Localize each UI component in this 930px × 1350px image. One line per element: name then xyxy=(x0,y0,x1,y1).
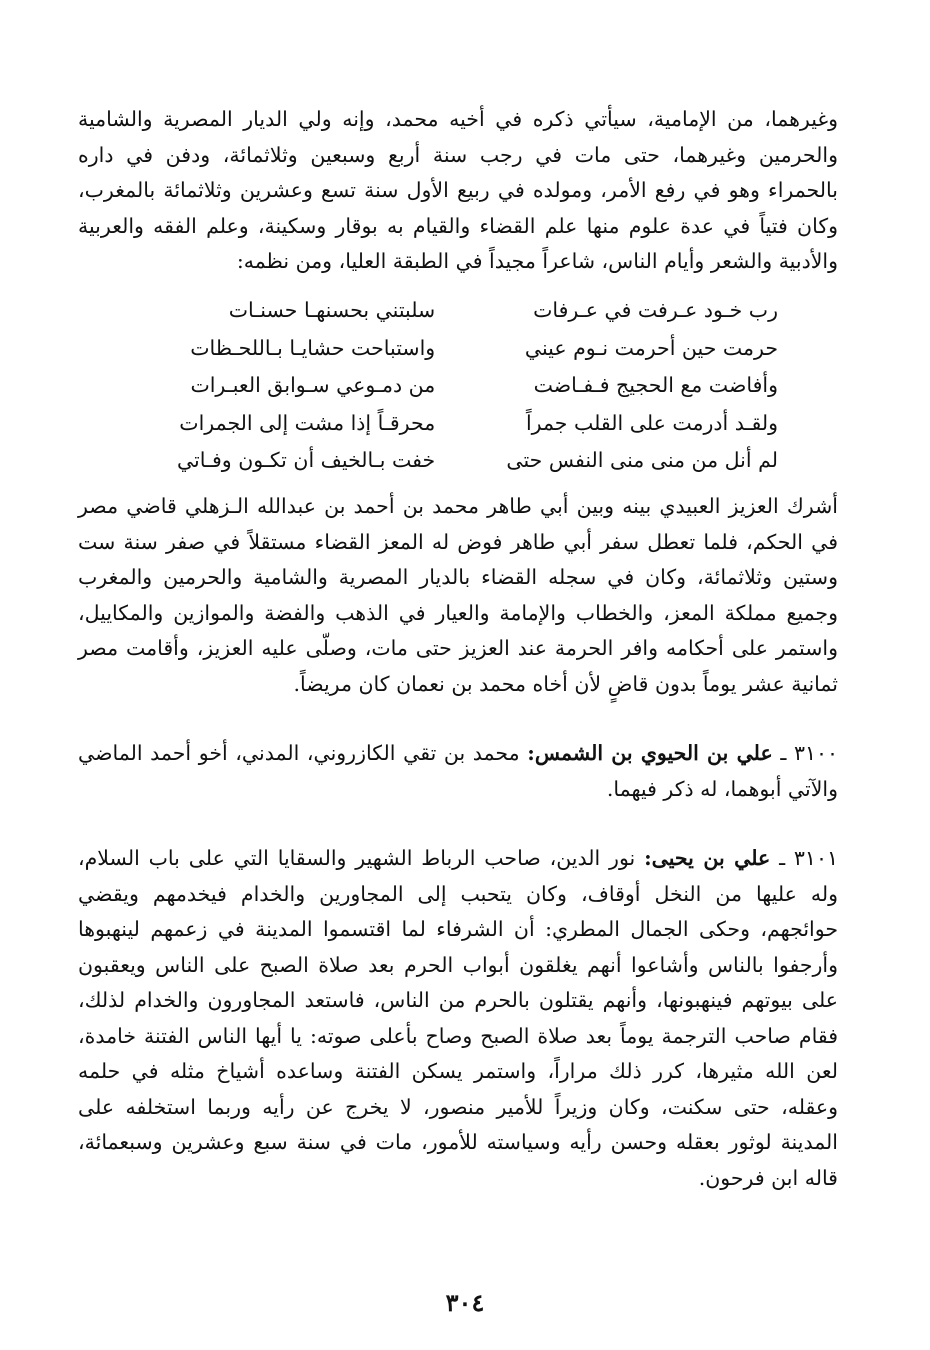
verse-first-hemistich: لم أنل من منى منى النفس حتى xyxy=(506,448,778,473)
poem-verse xyxy=(138,292,778,330)
verse-second-hemistich: محرقـاً إذا مشت إلى الجمرات xyxy=(179,410,436,435)
verse-first-hemistich: ولقـد أدرمت على القلب جمراً xyxy=(525,410,778,435)
entry-text: محمد بن تقي الكازروني، المدني، أخو أحمد الماضي والآتي أبوهما، له ذكر فيهما. xyxy=(78,741,838,801)
verse-first-hemistich: حرمت حين أحرمت نـوم عيني xyxy=(524,335,778,360)
after-poem-paragraph: أشرك العزيز العبيدي بينه وبين أبي طاهر محمد بن أحمد بن عبدالله الـزهلي قاضي مصر في الحكم، فلما تعطل سفر أبي طاهر فوض له المعز القضاء مستقلاً في صفر سنة ست وستين وثلاثمائة، وكان في سجله القضاء بالديار المصرية والشامية والحرمين والمغرب وجميع مملكة المعز، والخطاب والإمامة والعيار في الذهب والفضة والموازين والمكاييل، واستمر على أحكامه وافر الحرمة عند العزيز حتى مات، وصلّى عليه العزيز، وأقامت مصر ثمانية عشر يوماً بدون قاضٍ لأن أخاه محمد بن نعمان كان مريضاً. xyxy=(78,494,838,696)
entry-3101 xyxy=(78,841,838,1196)
entry-name: علي بن الحيوي بن الشمس: xyxy=(527,741,773,765)
poem-verse xyxy=(138,329,778,367)
verse-second-hemistich: خفت بـالخيف أن تكـون وفـاتي xyxy=(176,448,436,473)
verse-second-hemistich: من دمـوعي سـوابق العبـرات xyxy=(190,373,436,398)
intro-paragraph: وغيرهما، من الإمامية، سيأتي ذكره في أخيه محمد، وإنه ولي الديار المصرية والشامية والحرمين وغيرهما، حتى مات في رجب سنة أربع وسبعين وثلاثمائة، ودفن في داره بالحمراء وهو في رفع الأمر، ومولده في ربيع الأول سنة تسع وعشرين وثلاثمائة بالمغرب، وكان فتياً في عدة علوم منها علم القضاء والقيام به بوقار وسكينة، وعلم الفقه والعربية والأدبية والشعر وأيام الناس، شاعراً مجيداً في الطبقة العليا، ومن نظمه: xyxy=(78,107,838,273)
poem-verse xyxy=(138,367,778,405)
poem-verse xyxy=(138,404,778,442)
verse-second-hemistich: واستباحت حشايـا بـاللحـظات xyxy=(190,335,436,360)
verse-first-hemistich: وأفاضت مع الحجيج فـفـاضت xyxy=(533,373,778,398)
entry-number: ٣١٠١ ـ xyxy=(779,846,838,870)
verse-second-hemistich: سلبتني بحسنهـا حسنـات xyxy=(228,298,436,323)
poem xyxy=(78,292,838,480)
entry-3100 xyxy=(78,736,838,807)
page-number: ٣٠٤ xyxy=(445,1288,485,1317)
entry-number: ٣١٠٠ ـ xyxy=(780,741,838,765)
entry-name: علي بن يحيى: xyxy=(644,846,771,870)
entry-text: نور الدين، صاحب الرباط الشهير والسقايا التي على باب السلام، وله عليها من النخل أوقاف، وكان يتحبب إلى المجاورين والخدام فيخدمهم ويقضي حوائجهم، وحكى الجمال المطري: أن الشرفاء لما اقتسموا المدينة في زعمهم لينهبوها وأرجفوا بالناس وأشاعوا أنهم يغلقون أبواب الحرم بعد صلاة الصبح على الناس ويعقبون على بيوتهم فينهبونها، وأنهم يقتلون بالحرم من الناس، فاستعد المجاورون والخدام لذلك، فقام صاحب الترجمة يوماً بعد صلاة الصبح وصاح بأعلى صوته: يا أيها الناس الفتنة خامدة، لعن الله مثيرها، كرر ذلك مراراً، واستمر يسكن الفتنة وساعده أشياخ مثله في حلمه وعقله، حتى سكنت، وكان وزيراً للأمير منصور، لا يخرج عن رأيه وربما استخلفه على المدينة لوثور بعقله وحسن رأيه وسياسته للأمور، مات في سنة سبع وعشرين وسبعمائة، قاله ابن فرحون. xyxy=(78,846,838,1190)
verse-first-hemistich: رب خـود عـرفت في عـرفات xyxy=(533,298,778,323)
poem-verse xyxy=(138,442,778,480)
